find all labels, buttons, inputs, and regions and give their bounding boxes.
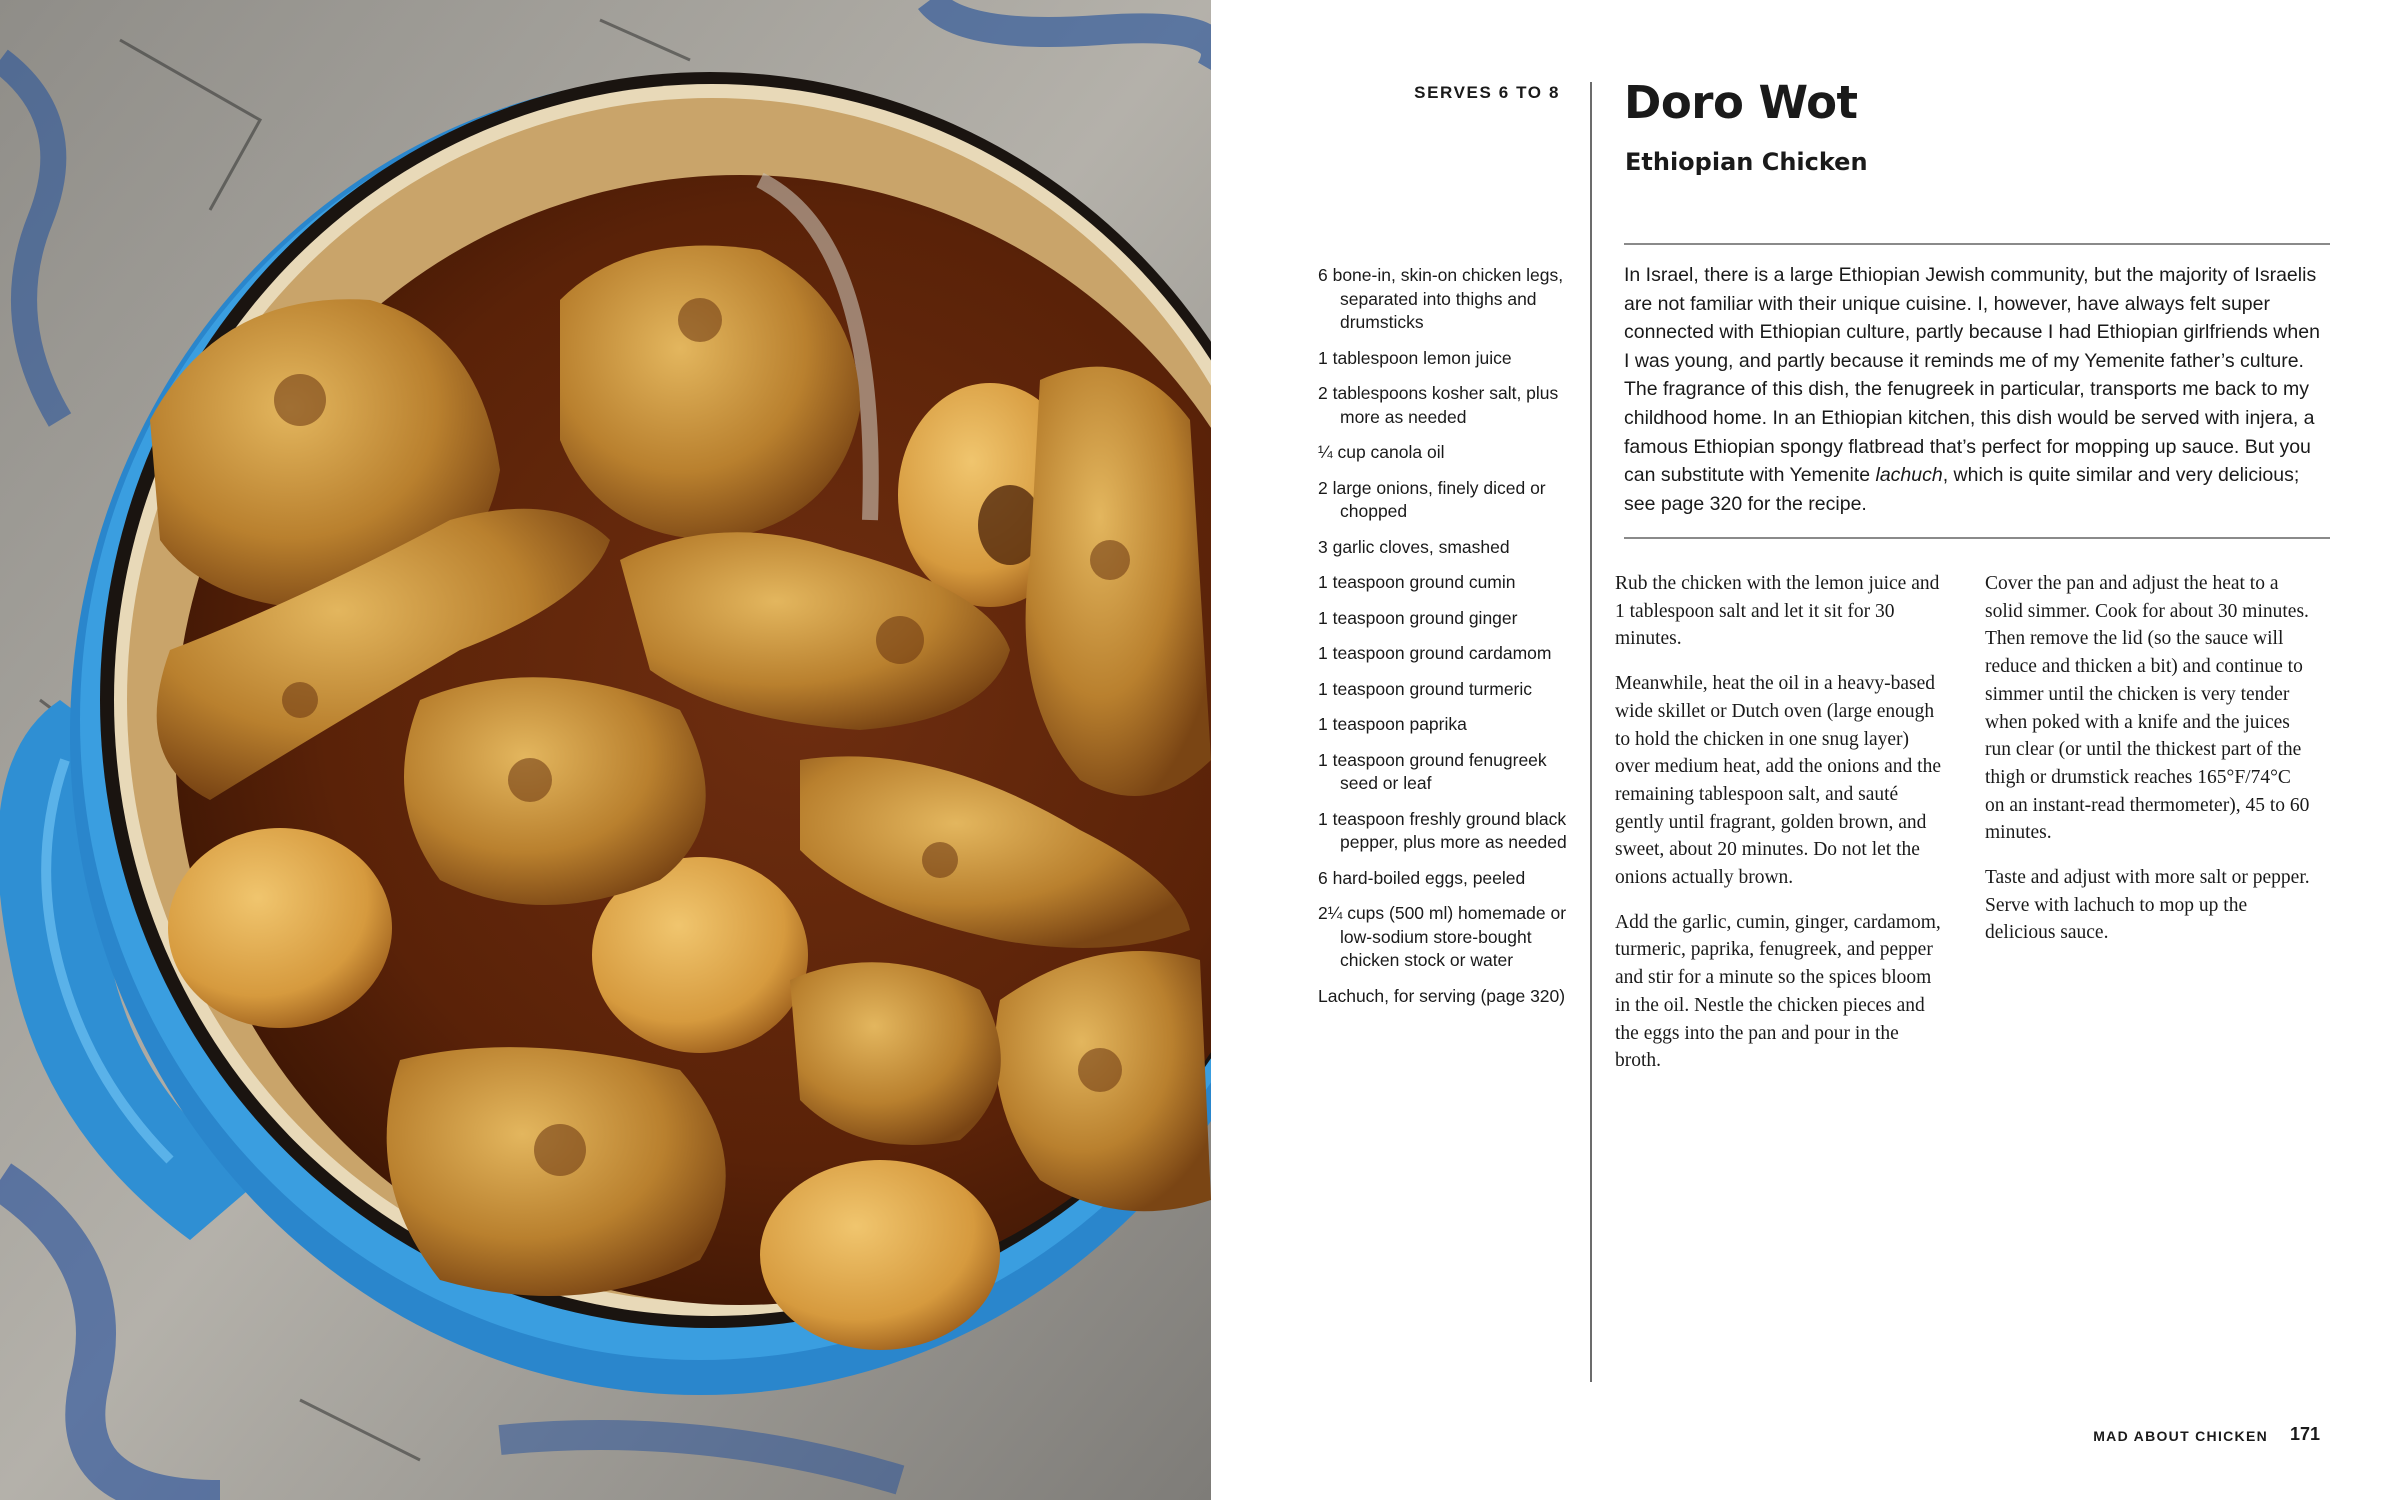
intro-top-rule: [1624, 243, 2330, 245]
ingredient-item: 6 bone-in, skin-on chicken legs, separated into thighs and drumsticks: [1318, 265, 1564, 332]
ingredient-item: 1 tablespoon lemon juice: [1318, 347, 1512, 368]
ingredient-item: 1 teaspoon ground cardamom: [1318, 643, 1552, 663]
page-number: 171: [2290, 1424, 2321, 1444]
ingredient-list: [1318, 264, 1568, 1020]
ingredient-item: Lachuch, for serving (page 320): [1318, 985, 1566, 1006]
ingredient-item: 2 large onions, finely diced or chopped: [1318, 477, 1546, 521]
method-step: Add the garlic, cumin, ginger, cardamom, turmeric, paprika, fenugreek, and pepper and stir for a minute so the spices bloom in the oil. Nestle the chicken pieces and the eggs into the pan and pour in the broth.: [1615, 911, 1941, 1072]
headnote-italic: lachuch: [1875, 464, 1943, 487]
ingredient-item: 3 garlic cloves, smashed: [1318, 536, 1510, 557]
method-step: Cover the pan and adjust the heat to a solid simmer. Cook for about 30 minutes. Then remove the lid (so the sauce will reduce and thicken a bit) and continue to simmer until the chicken is very tender when poked with a knife and the juices run clear (or until the thickest part of the thigh or drumstick reaches 165°F/74°C on an instant-read thermometer), 45 to 60 minutes.: [1985, 573, 2310, 844]
column-divider: [1590, 82, 1592, 1382]
ingredient-item: 1 teaspoon ground turmeric: [1318, 678, 1533, 699]
ingredient-item: 2 tablespoons kosher salt, plus more as needed: [1318, 383, 1559, 427]
ingredient-item: ¼ cup canola oil: [1318, 442, 1445, 462]
method-step: Taste and adjust with more salt or pepper. Serve with lachuch to mop up the delicious sauce.: [1985, 867, 2310, 944]
ingredient-item: 1 teaspoon ground ginger: [1318, 607, 1518, 628]
method-step: Meanwhile, heat the oil in a heavy-based wide skillet or Dutch oven (large enough to hold the chicken in one snug layer) over medium heat, add the onions and the remaining tablespoon salt, and sauté gently until fragrant, golden brown, and sweet, about 20 minutes. Do not let the onions actually brown.: [1615, 673, 1941, 889]
intro-bottom-rule: [1624, 537, 2330, 539]
method-column-right: [1985, 570, 2315, 964]
ingredient-item: 1 teaspoon freshly ground black pepper, plus more as needed: [1318, 808, 1567, 852]
recipe-title: Doro Wot: [1624, 76, 1858, 129]
ingredient-item: 2¼ cups (500 ml) homemade or low-sodium store-bought chicken stock or water: [1318, 903, 1567, 970]
method-step: Rub the chicken with the lemon juice and 1 tablespoon salt and let it sit for 30 minutes.: [1615, 573, 1940, 650]
headnote-text-after: , which is quite similar and very delicious; see page 320 for the recipe.: [1624, 464, 2300, 515]
ingredient-item: 1 teaspoon paprika: [1318, 714, 1467, 734]
ingredient-item: 6 hard-boiled eggs, peeled: [1318, 867, 1526, 888]
recipe-subtitle: Ethiopian Chicken: [1625, 148, 1868, 176]
recipe-headnote: [1624, 261, 2330, 518]
serves-label: SERVES 6 TO 8: [1414, 83, 1560, 102]
ingredient-item: 1 teaspoon ground cumin: [1318, 572, 1516, 592]
headnote-text: In Israel, there is a large Ethiopian Jewish community, but the majority of Israelis are not familiar with their unique cuisine. I, however, have always felt super connected with Ethiopian culture, partly because I had Ethiopian girlfriends when I was young, and partly because it reminds me of my Yemenite father’s culture. The fragrance of this dish, the fenugreek in particular, transports me back to my childhood home. In an Ethiopian kitchen, this dish would be served with injera, a famous Ethiopian spongy flatbread that’s perfect for mopping up sauce. But you can substitute with Yemenite: [1624, 264, 2320, 487]
ingredient-item: 1 teaspoon ground fenugreek seed or leaf: [1318, 749, 1547, 793]
running-head: MAD ABOUT CHICKEN: [2093, 1428, 2268, 1444]
method-column-left: [1615, 570, 1945, 1092]
